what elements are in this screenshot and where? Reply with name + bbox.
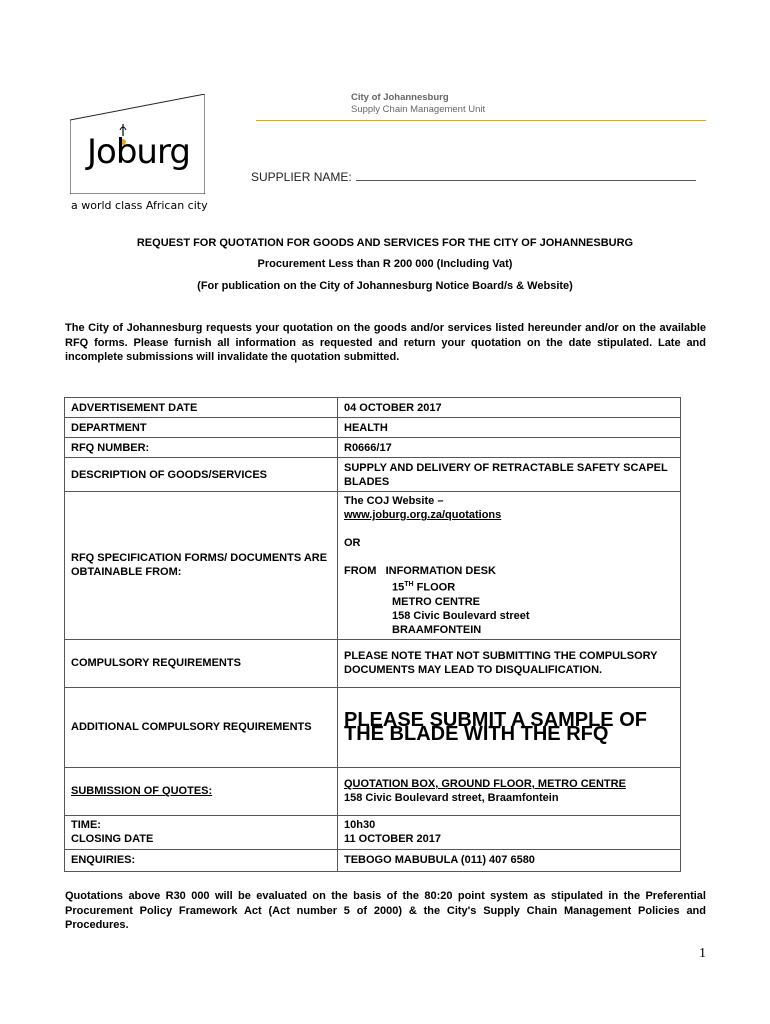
org-name: City of Johannesburg <box>351 92 449 103</box>
main-heading: REQUEST FOR QUOTATION FOR GOODS AND SERVICES FOR THE CITY OF JOHANNESBURG <box>136 237 634 249</box>
ad-date-label: ADVERTISEMENT DATE <box>65 398 338 418</box>
spec-website-link[interactable]: www.joburg.org.za/quotations <box>344 509 502 521</box>
enquiries-label: ENQUIRIES: <box>65 849 338 871</box>
joburg-logo <box>70 94 205 194</box>
supplier-name-field[interactable] <box>251 170 696 184</box>
spec-forms-value <box>338 492 681 640</box>
page-number: 1 <box>699 946 706 961</box>
submission-location: QUOTATION BOX, GROUND FLOOR, METRO CENTRE <box>344 778 626 791</box>
submission-value <box>338 767 681 815</box>
additional-label: ADDITIONAL COMPULSORY REQUIREMENTS <box>65 687 338 767</box>
evaluation-note: Quotations above R30 000 will be evaluated on the basis of the 80:20 point system as stipulated in the Preferential Procurement Policy Framework Act (Act number 5 of 2000) & the City's Supply Chain Management Policies and Procedures. <box>65 890 706 931</box>
supplier-name-line[interactable] <box>356 170 696 181</box>
table-row <box>65 767 681 815</box>
time-label: TIME: <box>71 819 101 832</box>
time-closing-label <box>65 815 338 849</box>
supplier-name-label: SUPPLIER NAME: <box>251 170 352 184</box>
ad-date-value: 04 OCTOBER 2017 <box>338 398 681 418</box>
description-value: SUPPLY AND DELIVERY OF RETRACTABLE SAFETY SCAPEL BLADES <box>338 458 681 492</box>
spec-desk: INFORMATION DESK <box>385 565 496 577</box>
submission-label: SUBMISSION OF QUOTES: <box>65 767 338 815</box>
table-row <box>65 639 681 687</box>
spec-street: 158 Civic Boulevard street <box>392 609 530 622</box>
logo-wordmark: Joburg <box>87 132 190 172</box>
additional-value: PLEASE SUBMIT A SAMPLE OF THE BLADE WITH THE RFQ <box>338 687 681 767</box>
sub-heading: Procurement Less than R 200 000 (Including Vat) <box>257 258 513 270</box>
org-unit: Supply Chain Management Unit <box>351 104 486 115</box>
time-closing-value <box>338 815 681 849</box>
compulsory-value: PLEASE NOTE THAT NOT SUBMITTING THE COMPULSORY DOCUMENTS MAY LEAD TO DISQUALIFICATION. <box>338 639 681 687</box>
department-value: HEALTH <box>338 418 681 438</box>
spec-forms-label: RFQ SPECIFICATION FORMS/ DOCUMENTS ARE OBTAINABLE FROM: <box>65 492 338 640</box>
table-row <box>65 458 681 492</box>
table-row <box>65 492 681 640</box>
time-value: 10h30 <box>344 819 376 832</box>
spec-floor: 15TH FLOOR <box>392 581 456 594</box>
closing-date-label: CLOSING DATE <box>71 833 154 846</box>
spec-or: OR <box>344 537 361 549</box>
logo-tagline: a world class African city <box>71 199 208 212</box>
spec-centre: METRO CENTRE <box>392 595 480 608</box>
intro-paragraph: The City of Johannesburg requests your quotation on the goods and/or services listed hereunder and/or on the available RFQ forms. Please furnish all information as requested and return your quotation on the date stipulated. Late and incomplete submissions will invalidate the quotation submitted. <box>65 322 706 363</box>
description-label: DESCRIPTION OF GOODS/SERVICES <box>65 458 338 492</box>
table-row <box>65 418 681 438</box>
table-row <box>65 815 681 849</box>
table-row <box>65 849 681 871</box>
submission-address: 158 Civic Boulevard street, Braamfontein <box>344 792 559 805</box>
enquiries-value: TEBOGO MABUBULA (011) 407 6580 <box>338 849 681 871</box>
spec-area: BRAAMFONTEIN <box>392 623 482 636</box>
table-row <box>65 438 681 458</box>
rfq-number-label: RFQ NUMBER: <box>65 438 338 458</box>
department-label: DEPARTMENT <box>65 418 338 438</box>
closing-date-value: 11 OCTOBER 2017 <box>344 833 442 846</box>
spec-from: FROM <box>344 565 377 577</box>
publication-note: (For publication on the City of Johannesburg Notice Board/s & Website) <box>197 280 573 292</box>
compulsory-label: COMPULSORY REQUIREMENTS <box>65 639 338 687</box>
header-rule <box>256 120 706 121</box>
rfq-details-table <box>64 397 681 872</box>
org-header <box>351 92 485 116</box>
spec-from-line <box>344 564 674 578</box>
rfq-number-value: R0666/17 <box>338 438 681 458</box>
spec-website-line: The COJ Website – <box>344 495 444 507</box>
table-row <box>65 687 681 767</box>
table-row <box>65 398 681 418</box>
